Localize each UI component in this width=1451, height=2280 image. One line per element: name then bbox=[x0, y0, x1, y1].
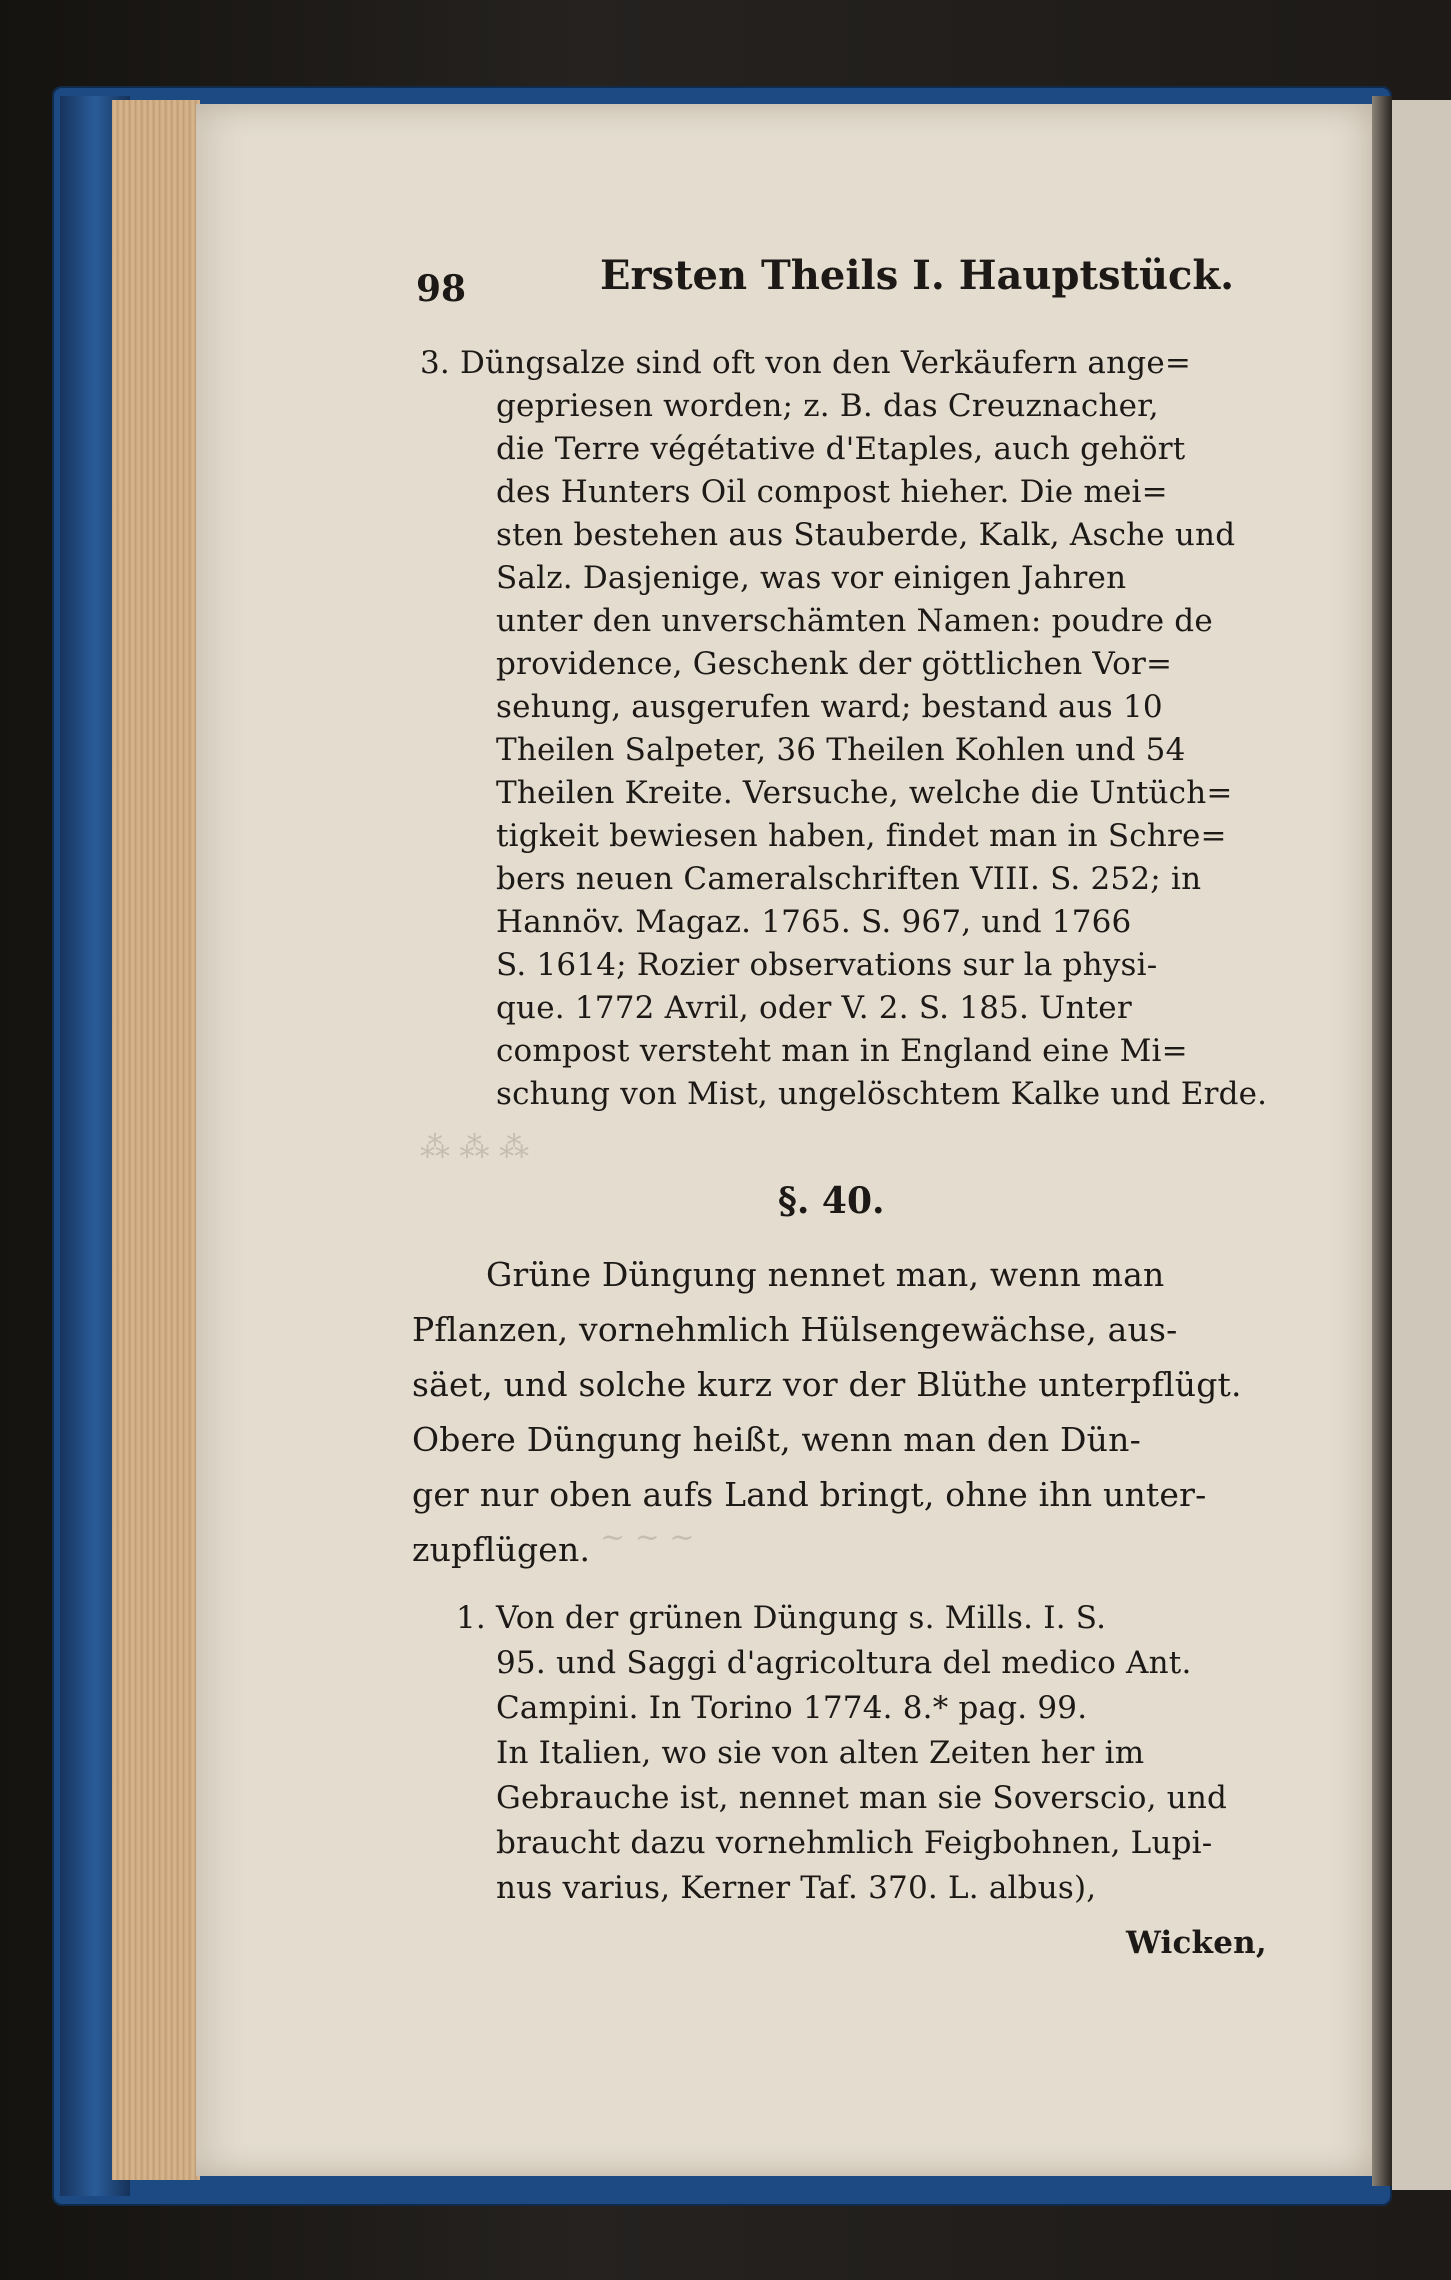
footnote-line: compost versteht man in England eine Mi= bbox=[496, 1033, 1188, 1069]
footnote-line: Gebrauche ist, nennet man sie Soverscio, und bbox=[496, 1780, 1228, 1816]
footnote-line: braucht dazu vornehmlich Feigbohnen, Lupi- bbox=[496, 1825, 1213, 1861]
footnote-line: tigkeit bewiesen haben, findet man in Schre= bbox=[496, 818, 1227, 854]
footnote-line: nus varius, Kerner Taf. 370. L. albus), bbox=[496, 1870, 1097, 1906]
footnote-line: Hannöv. Magaz. 1765. S. 967, und 1766 bbox=[496, 904, 1132, 940]
body-line: Grüne Düngung nennet man, wenn man bbox=[486, 1255, 1165, 1294]
catchword: Wicken, bbox=[1126, 1925, 1267, 1961]
footnote-line: sehung, ausgerufen ward; bestand aus 10 bbox=[496, 689, 1163, 725]
footnote-line: sten bestehen aus Stauberde, Kalk, Asche und bbox=[496, 517, 1236, 553]
running-title: Ersten Theils I. Hauptstück. bbox=[600, 252, 1235, 299]
footnote-line: gepriesen worden; z. B. das Creuznacher, bbox=[496, 388, 1159, 424]
footnote-line: des Hunters Oil compost hieher. Die mei= bbox=[496, 474, 1168, 510]
footnote-line: Salz. Dasjenige, was vor einigen Jahren bbox=[496, 560, 1127, 596]
footnote-line: Theilen Salpeter, 36 Theilen Kohlen und 54 bbox=[496, 732, 1186, 768]
body-line: zupflügen. bbox=[412, 1530, 591, 1569]
body-line: ger nur oben aufs Land bringt, ohne ihn unter- bbox=[412, 1475, 1207, 1514]
footnote-line: S. 1614; Rozier observations sur la physi- bbox=[496, 947, 1158, 983]
footnote-line: bers neuen Cameralschriften VIII. S. 252; in bbox=[496, 861, 1202, 897]
footnote-line: In Italien, wo sie von alten Zeiten her im bbox=[496, 1735, 1145, 1771]
footnote-line: Campini. In Torino 1774. 8.* pag. 99. bbox=[496, 1690, 1088, 1726]
footnote-line: que. 1772 Avril, oder V. 2. S. 185. Unter bbox=[496, 990, 1132, 1026]
body-line: Pflanzen, vornehmlich Hülsengewächse, aus- bbox=[412, 1310, 1178, 1349]
footnote-line: providence, Geschenk der göttlichen Vor= bbox=[496, 646, 1173, 682]
show-through-text: ⁂ ⁂ ⁂ bbox=[420, 1130, 530, 1165]
footnote-line: unter den unverschämten Namen: poudre de bbox=[496, 603, 1213, 639]
page-number: 98 bbox=[416, 268, 467, 310]
footnote-line: 1. Von der grünen Düngung s. Mills. I. S. bbox=[456, 1600, 1107, 1636]
footnote-line: schung von Mist, ungelöschtem Kalke und Erde. bbox=[496, 1076, 1268, 1112]
footnote-line: 3. Düngsalze sind oft von den Verkäufern ange= bbox=[420, 345, 1192, 381]
section-heading: §. 40. bbox=[778, 1180, 885, 1222]
show-through-text: ~ ~ ~ bbox=[600, 1520, 695, 1555]
footnote-line: 95. und Saggi d'agricoltura del medico Ant. bbox=[496, 1645, 1192, 1681]
footnote-line: die Terre végétative d'Etaples, auch gehört bbox=[496, 431, 1186, 467]
body-line: säet, und solche kurz vor der Blüthe unterpflügt. bbox=[412, 1365, 1242, 1404]
body-line: Obere Düngung heißt, wenn man den Dün- bbox=[412, 1420, 1141, 1459]
footnote-line: Theilen Kreite. Versuche, welche die Untüch= bbox=[496, 775, 1233, 811]
